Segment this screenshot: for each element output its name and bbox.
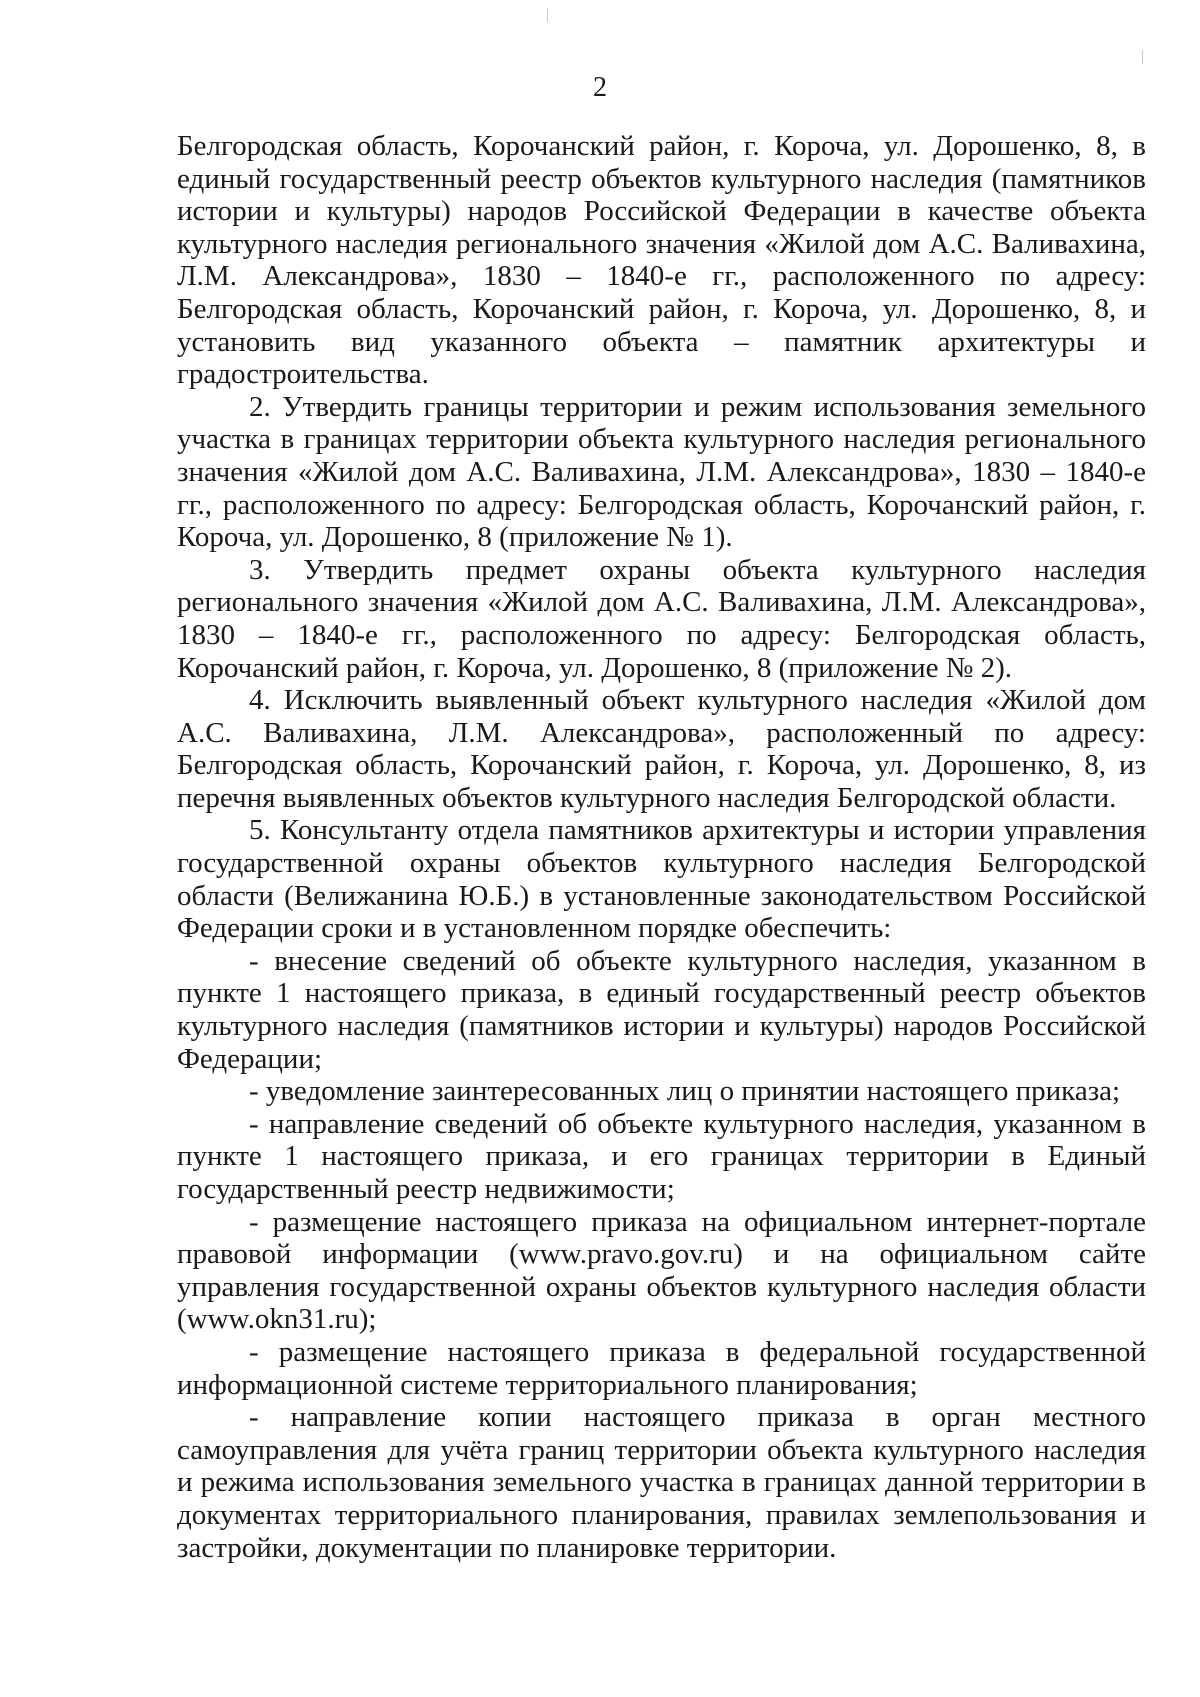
scan-artifact-top [547,8,548,22]
paragraph-item-3: 3. Утвердить предмет охраны объекта культурного наследия регионального значения «Жилой дом А.С. Валивахина, Л.М. Александрова», 1830 – 1840-е гг., расположенного по адресу: Белгородская область, Корочанский район, г. Короча, ул. Дорошенко, 8 (приложение № 2). [177,553,1146,684]
paragraph-subitem-4: - размещение настоящего приказа на официальном интернет-портале правовой информации (www.pravo.gov.ru) и на официальном сайте управления государственной охраны объектов культурного наследия области (www.okn31.ru); [177,1205,1146,1336]
paragraph-item-5: 5. Консультанту отдела памятников архитектуры и истории управления государственной охраны объектов культурного наследия Белгородской области (Велижанина Ю.Б.) в установленные законодательством Российской Федерации сроки и в установленном порядке обеспечить: [177,814,1146,945]
scan-artifact-right [1142,50,1143,64]
paragraph-item-2: 2. Утвердить границы территории и режим использования земельного участка в границах территории объекта культурного наследия регионального значения «Жилой дом А.С. Валивахина, Л.М. Александрова», 1830 – 1840-е гг., расположенного по адресу: Белгородская область, Корочанский район, г. Короча, ул. Дорошенко, 8 (приложение № 1). [177,390,1146,554]
paragraph-subitem-1: - внесение сведений об объекте культурного наследия, указанном в пункте 1 настоящего приказа, в единый государственный реестр объектов культурного наследия (памятников истории и культуры) народов Российской Федерации; [177,944,1146,1075]
paragraph-item-4: 4. Исключить выявленный объект культурного наследия «Жилой дом А.С. Валивахина, Л.М. Александрова», расположенный по адресу: Белгородская область, Корочанский район, г. Короча, ул. Дорошенко, 8, из перечня выявленных объектов культурного наследия Белгородской области. [177,684,1146,814]
document-body [177,130,1146,1564]
paragraph-continuation: Белгородская область, Корочанский район, г. Короча, ул. Дорошенко, 8, в единый государственный реестр объектов культурного наследия (памятников истории и культуры) народов Российской Федерации в качестве объекта культурного наследия регионального значения «Жилой дом А.С. Валивахина, Л.М. Александрова», 1830 – 1840-е гг., расположенного по адресу: Белгородская область, Корочанский район, г. Короча, ул. Дорошенко, 8, и установить вид указанного объекта – памятник архитектуры и градостроительства. [177,130,1146,391]
page-number: 2 [593,72,607,103]
paragraph-subitem-5: - размещение настоящего приказа в федеральной государственной информационной системе территориального планирования; [177,1335,1146,1401]
paragraph-subitem-2: - уведомление заинтересованных лиц о принятии настоящего приказа; [249,1075,1121,1108]
paragraph-subitem-6: - направление копии настоящего приказа в орган местного самоуправления для учёта границ территории объекта культурного наследия и режима использования земельного участка в границах данной территории в документах территориального планирования, правилах землепользования и застройки, документации по планировке территории. [177,1401,1146,1564]
paragraph-subitem-3: - направление сведений об объекте культурного наследия, указанном в пункте 1 настоящего приказа, и его границах территории в Единый государственный реестр недвижимости; [177,1107,1146,1205]
